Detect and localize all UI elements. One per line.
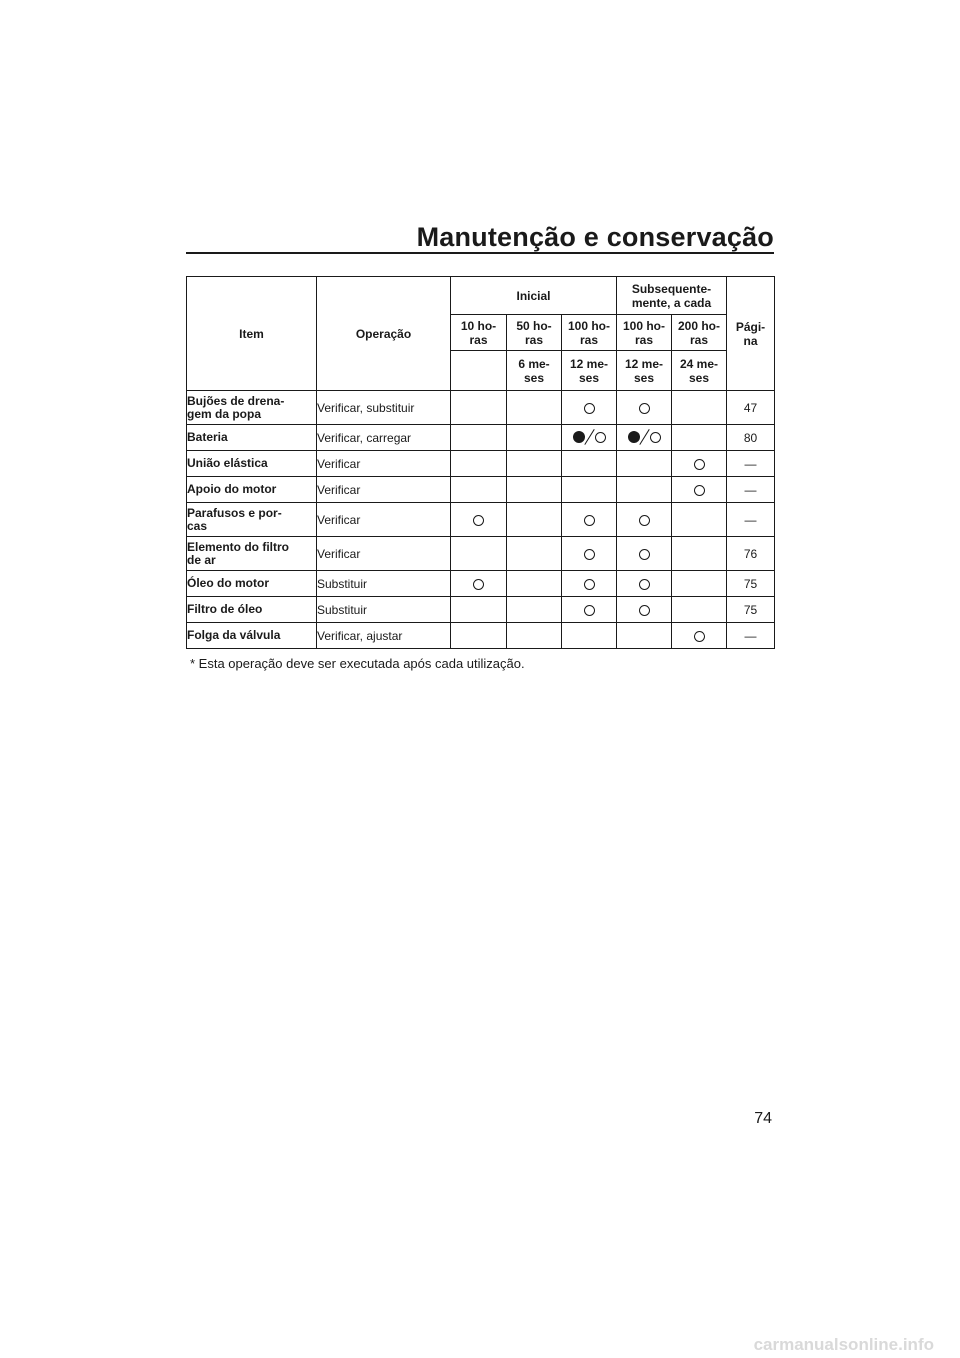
table-body bbox=[187, 391, 775, 649]
row-page: 76 bbox=[727, 537, 775, 571]
interval-cell bbox=[451, 425, 507, 451]
open-circle-icon bbox=[584, 605, 595, 616]
table-row bbox=[187, 537, 775, 571]
interval-cell bbox=[562, 503, 617, 537]
interval-cell bbox=[507, 571, 562, 597]
filled-circle-icon bbox=[628, 431, 640, 443]
header-pagina-line-2: na bbox=[743, 333, 758, 348]
interval-cell bbox=[672, 623, 727, 649]
interval-cell bbox=[617, 425, 672, 451]
header-hours-line: ras bbox=[634, 332, 654, 347]
interval-cell bbox=[507, 451, 562, 477]
footnote: * Esta operação deve ser executada após cada utilização. bbox=[190, 656, 525, 671]
interval-cell bbox=[507, 477, 562, 503]
header-subsequente bbox=[617, 277, 727, 315]
row-page: — bbox=[727, 503, 775, 537]
header-hours-2 bbox=[562, 315, 617, 351]
interval-cell bbox=[451, 537, 507, 571]
interval-cell bbox=[562, 451, 617, 477]
header-hours-line: ras bbox=[469, 332, 488, 347]
table-row bbox=[187, 597, 775, 623]
row-item bbox=[187, 503, 317, 537]
header-months-line: ses bbox=[578, 370, 600, 385]
open-circle-icon bbox=[639, 605, 650, 616]
table-row bbox=[187, 425, 775, 451]
interval-cell bbox=[617, 571, 672, 597]
header-hours-line: 50 ho- bbox=[516, 318, 552, 333]
maintenance-table bbox=[186, 276, 775, 649]
row-page: 80 bbox=[727, 425, 775, 451]
interval-cell bbox=[451, 623, 507, 649]
title-divider bbox=[186, 252, 774, 254]
interval-cell bbox=[451, 477, 507, 503]
slash-icon bbox=[585, 429, 595, 445]
interval-cell bbox=[562, 623, 617, 649]
row-item-line: Bateria bbox=[187, 430, 228, 444]
header-months-line: ses bbox=[633, 370, 655, 385]
row-item bbox=[187, 425, 317, 451]
row-operation: Verificar, substituir bbox=[317, 391, 451, 425]
header-inicial: Inicial bbox=[451, 277, 617, 315]
interval-cell bbox=[617, 623, 672, 649]
open-circle-icon bbox=[639, 403, 650, 414]
header-months-0 bbox=[507, 351, 562, 391]
header-months-line: 24 me- bbox=[679, 356, 719, 371]
header-months-1 bbox=[562, 351, 617, 391]
page-title: Manutenção e conservação bbox=[416, 222, 774, 252]
header-months-line: 12 me- bbox=[569, 356, 609, 371]
row-item bbox=[187, 571, 317, 597]
row-item-line: Óleo do motor bbox=[187, 576, 269, 590]
interval-cell bbox=[672, 425, 727, 451]
interval-cell bbox=[672, 477, 727, 503]
header-months-line: ses bbox=[688, 370, 710, 385]
row-operation: Verificar bbox=[317, 477, 451, 503]
row-item-line: Parafusos e por- bbox=[187, 505, 282, 520]
header-hours-line: ras bbox=[524, 332, 544, 347]
open-circle-icon bbox=[584, 579, 595, 590]
table-row bbox=[187, 391, 775, 425]
header-months-2 bbox=[617, 351, 672, 391]
interval-cell bbox=[562, 391, 617, 425]
interval-cell bbox=[451, 571, 507, 597]
open-circle-icon bbox=[650, 432, 661, 443]
header-subsequente-line-1: Subsequente- bbox=[631, 281, 712, 296]
row-operation: Verificar bbox=[317, 451, 451, 477]
header-months-line: ses bbox=[523, 370, 545, 385]
row-page: — bbox=[727, 623, 775, 649]
header-months-3 bbox=[672, 351, 727, 391]
row-item-line: Folga da válvula bbox=[187, 628, 281, 642]
header-hours-line: ras bbox=[689, 332, 709, 347]
interval-cell bbox=[617, 477, 672, 503]
row-item-line: União elástica bbox=[187, 456, 268, 470]
interval-cell bbox=[617, 451, 672, 477]
row-page: — bbox=[727, 477, 775, 503]
header-hours-line: 100 ho- bbox=[567, 318, 610, 333]
row-operation: Substituir bbox=[317, 597, 451, 623]
interval-cell bbox=[507, 597, 562, 623]
interval-cell bbox=[672, 571, 727, 597]
interval-cell bbox=[507, 503, 562, 537]
check-or-charge-icon bbox=[628, 429, 661, 445]
interval-cell bbox=[507, 623, 562, 649]
row-operation: Verificar, carregar bbox=[317, 425, 451, 451]
open-circle-icon bbox=[639, 549, 650, 560]
interval-cell bbox=[672, 451, 727, 477]
row-item bbox=[187, 623, 317, 649]
open-circle-icon bbox=[694, 631, 705, 642]
watermark: carmanualsonline.info bbox=[753, 1335, 934, 1354]
header-months-line: 12 me- bbox=[624, 356, 664, 371]
row-page: 75 bbox=[727, 571, 775, 597]
interval-cell bbox=[507, 391, 562, 425]
row-operation: Verificar bbox=[317, 503, 451, 537]
page-number: 74 bbox=[754, 1110, 772, 1127]
interval-cell bbox=[451, 597, 507, 623]
slash-icon bbox=[640, 429, 650, 445]
interval-cell bbox=[507, 425, 562, 451]
interval-cell bbox=[451, 451, 507, 477]
open-circle-icon bbox=[639, 515, 650, 526]
interval-cell bbox=[507, 537, 562, 571]
row-page: 75 bbox=[727, 597, 775, 623]
table-row bbox=[187, 477, 775, 503]
interval-cell bbox=[617, 503, 672, 537]
row-page: 47 bbox=[727, 391, 775, 425]
row-item-line: gem da popa bbox=[187, 406, 262, 421]
header-hours-line: 10 ho- bbox=[460, 318, 497, 333]
header-hours-4 bbox=[672, 315, 727, 351]
row-item-line: Bujões de drena- bbox=[187, 393, 285, 408]
row-item-line: de ar bbox=[187, 552, 216, 567]
header-months-empty bbox=[451, 351, 507, 391]
table-row bbox=[187, 571, 775, 597]
open-circle-icon bbox=[584, 403, 595, 414]
interval-cell bbox=[451, 391, 507, 425]
header-pagina-line-1: Pági- bbox=[735, 319, 766, 334]
table-row bbox=[187, 451, 775, 477]
interval-cell bbox=[562, 425, 617, 451]
open-circle-icon bbox=[639, 579, 650, 590]
header-hours-line: 200 ho- bbox=[677, 318, 720, 333]
header-operacao: Operação bbox=[317, 277, 451, 391]
interval-cell bbox=[672, 391, 727, 425]
open-circle-icon bbox=[584, 515, 595, 526]
interval-cell bbox=[562, 477, 617, 503]
header-hours-line: ras bbox=[579, 332, 599, 347]
interval-cell bbox=[617, 597, 672, 623]
row-item-line: Elemento do filtro bbox=[187, 539, 289, 554]
table-row bbox=[187, 623, 775, 649]
header-subsequente-line-2: mente, a cada bbox=[631, 295, 712, 310]
table-row bbox=[187, 503, 775, 537]
interval-cell bbox=[672, 503, 727, 537]
open-circle-icon bbox=[473, 515, 484, 526]
header-months-line: 6 me- bbox=[518, 356, 550, 371]
check-or-charge-icon bbox=[573, 429, 606, 445]
open-circle-icon bbox=[473, 579, 484, 590]
open-circle-icon bbox=[584, 549, 595, 560]
row-page: — bbox=[727, 451, 775, 477]
row-operation: Verificar bbox=[317, 537, 451, 571]
row-item-line: Apoio do motor bbox=[187, 482, 277, 496]
open-circle-icon bbox=[694, 485, 705, 496]
row-item bbox=[187, 451, 317, 477]
interval-cell bbox=[672, 537, 727, 571]
row-item-line: cas bbox=[187, 518, 208, 533]
row-operation: Substituir bbox=[317, 571, 451, 597]
header-pagina bbox=[727, 277, 775, 391]
interval-cell bbox=[617, 537, 672, 571]
header-hours-line: 100 ho- bbox=[622, 318, 665, 333]
interval-cell bbox=[451, 503, 507, 537]
header-hours-0 bbox=[451, 315, 507, 351]
row-item bbox=[187, 391, 317, 425]
open-circle-icon bbox=[694, 459, 705, 470]
header-hours-3 bbox=[617, 315, 672, 351]
interval-cell bbox=[562, 571, 617, 597]
interval-cell bbox=[562, 537, 617, 571]
header-hours-1 bbox=[507, 315, 562, 351]
header-item: Item bbox=[187, 277, 317, 391]
open-circle-icon bbox=[595, 432, 606, 443]
row-operation: Verificar, ajustar bbox=[317, 623, 451, 649]
row-item bbox=[187, 477, 317, 503]
row-item-line: Filtro de óleo bbox=[187, 602, 263, 616]
interval-cell bbox=[672, 597, 727, 623]
interval-cell bbox=[562, 597, 617, 623]
row-item bbox=[187, 537, 317, 571]
row-item bbox=[187, 597, 317, 623]
interval-cell bbox=[617, 391, 672, 425]
filled-circle-icon bbox=[573, 431, 585, 443]
